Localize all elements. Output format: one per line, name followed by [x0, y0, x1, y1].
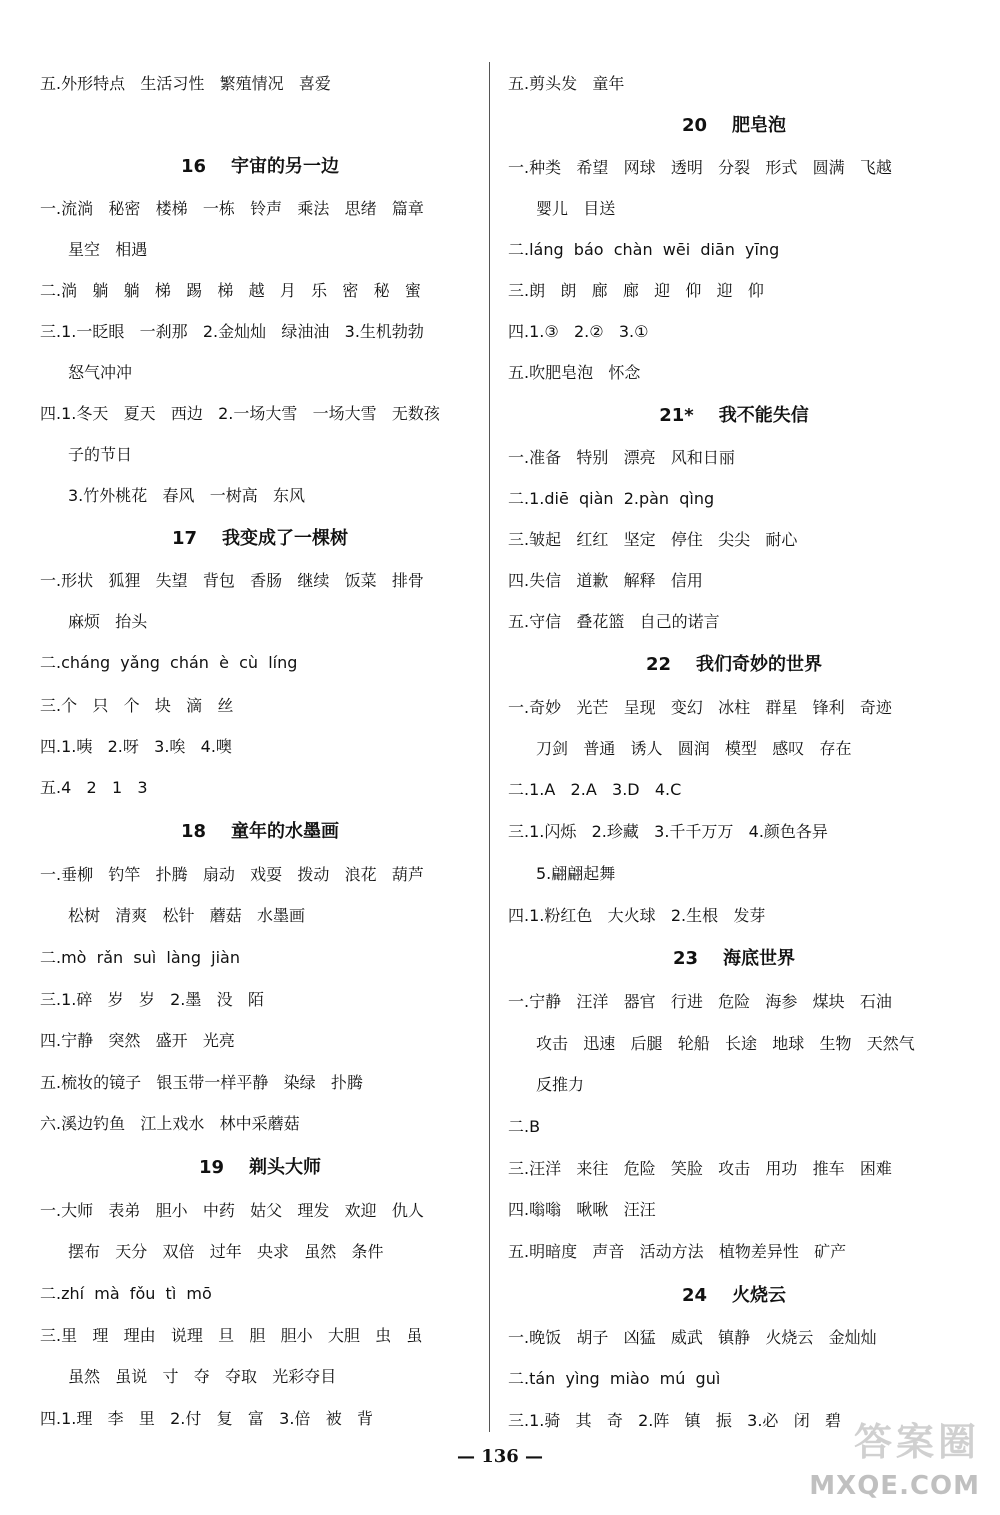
answer-line: 五.吹肥皂泡 怀念 — [508, 363, 641, 382]
answer-line: 一.形状 狐狸 失望 背包 香肠 继续 饭菜 排骨 — [40, 571, 424, 590]
answer-line: 四.宁静 突然 盛开 光亮 — [40, 1031, 235, 1050]
answer-line: 二.1.diē qiàn 2.pàn qìng — [508, 489, 715, 508]
answer-line: 五.4 2 1 3 — [40, 778, 148, 797]
answer-line: 五.剪头发 童年 — [508, 74, 625, 93]
answer-line: 二.1.A 2.A 3.D 4.C — [508, 780, 682, 799]
answer-line: 刀剑 普通 诱人 圆润 模型 感叹 存在 — [536, 739, 852, 758]
answer-line: 星空 相遇 — [68, 240, 148, 259]
answer-line: 摆布 天分 双倍 过年 央求 虽然 条件 — [68, 1242, 384, 1261]
answer-line: 三.里 理 理由 说理 旦 胆 胆小 大胆 虫 虽 — [40, 1326, 423, 1345]
answer-line: 一.种类 希望 网球 透明 分裂 形式 圆满 飞越 — [508, 158, 892, 177]
page-number: — 136 — — [456, 1446, 544, 1467]
lesson-heading-19: 19 剃头大师 — [198, 1157, 322, 1178]
answer-line: 五.外形特点 生活习性 繁殖情况 喜爱 — [40, 74, 331, 93]
answer-line: 三.1.一眨眼 一刹那 2.金灿灿 绿油油 3.生机勃勃 — [40, 322, 424, 341]
answer-line: 三.汪洋 来往 危险 笑脸 攻击 用功 推车 困难 — [508, 1159, 892, 1178]
lesson-heading-21: 21* 我不能失信 — [659, 405, 809, 426]
answer-line: 四.失信 道歉 解释 信用 — [508, 571, 703, 590]
answer-line: 婴儿 目送 — [536, 199, 616, 218]
answer-line: 四.1.咦 2.呀 3.唉 4.噢 — [40, 737, 232, 756]
lesson-heading-22: 22 我们奇妙的世界 — [645, 654, 823, 675]
answer-line: 二.cháng yǎng chán è cù líng — [40, 653, 298, 672]
answer-line: 二.zhí mà fǒu tì mō — [40, 1284, 212, 1303]
answer-line: 三.皱起 红红 坚定 停住 尖尖 耐心 — [508, 530, 798, 549]
watermark-url: MXQE.COM — [809, 1471, 980, 1501]
answer-line: 二.B — [508, 1117, 541, 1136]
answer-line: 五.梳妆的镜子 银玉带一样平静 染绿 扑腾 — [40, 1073, 363, 1092]
lesson-heading-16: 16 宇宙的另一边 — [180, 156, 340, 177]
answer-line: 三.1.闪烁 2.珍藏 3.千千万万 4.颜色各异 — [508, 822, 828, 841]
lesson-heading-23: 23 海底世界 — [672, 948, 796, 969]
answer-line: 虽然 虽说 寸 夺 夺取 光彩夺目 — [68, 1367, 337, 1386]
lesson-heading-24: 24 火烧云 — [681, 1285, 787, 1306]
answer-line: 攻击 迅速 后腿 轮船 长途 地球 生物 天然气 — [536, 1034, 915, 1053]
answer-line: 六.溪边钓鱼 江上戏水 林中采蘑菇 — [40, 1114, 300, 1133]
answer-line: 四.1.冬天 夏天 西边 2.一场大雪 一场大雪 无数孩 — [40, 404, 440, 423]
answer-line: 5.翩翩起舞 — [536, 864, 616, 883]
answer-line: 三.个 只 个 块 滴 丝 — [40, 696, 234, 715]
answer-line: 三.1.骑 其 奇 2.阵 镇 振 3.必 闭 碧 — [508, 1411, 841, 1430]
answer-line: 四.1.理 李 里 2.付 复 富 3.倍 被 背 — [40, 1409, 373, 1428]
answer-line: 一.奇妙 光芒 呈现 变幻 冰柱 群星 锋利 奇迹 — [508, 698, 892, 717]
column-divider — [489, 62, 490, 1432]
lesson-heading-17: 17 我变成了一棵树 — [171, 528, 349, 549]
lesson-heading-18: 18 童年的水墨画 — [180, 821, 340, 842]
answer-line: 一.大师 表弟 胆小 中药 姑父 理发 欢迎 仇人 — [40, 1201, 424, 1220]
answer-line: 子的节日 — [68, 445, 133, 464]
answer-line: 3.竹外桃花 春风 一树高 东风 — [68, 486, 306, 505]
answer-line: 怒气冲冲 — [68, 363, 133, 382]
answer-line: 二.láng báo chàn wēi diān yīng — [508, 240, 780, 259]
answer-line: 一.宁静 汪洋 器官 行进 危险 海参 煤块 石油 — [508, 992, 892, 1011]
answer-line: 三.1.碎 岁 岁 2.墨 没 陌 — [40, 990, 264, 1009]
answer-line: 五.守信 叠花篮 自己的诺言 — [508, 612, 720, 631]
answer-line: 一.准备 特别 漂亮 风和日丽 — [508, 448, 735, 467]
answer-line: 一.垂柳 钓竿 扑腾 扇动 戏耍 拨动 浪花 葫芦 — [40, 865, 424, 884]
answer-line: 四.1.③ 2.② 3.① — [508, 322, 649, 341]
lesson-heading-20: 20 肥皂泡 — [681, 115, 787, 136]
answer-line: 二.tán yìng miào mú guì — [508, 1369, 721, 1388]
answer-line: 三.朗 朗 廊 廊 迎 仰 迎 仰 — [508, 281, 764, 300]
site-watermark — [770, 1411, 980, 1501]
answer-line: 松树 清爽 松针 蘑菇 水墨画 — [68, 906, 306, 925]
answer-line: 一.晚饭 胡子 凶猛 威武 镇静 火烧云 金灿灿 — [508, 1328, 877, 1347]
answer-line: 四.1.粉红色 大火球 2.生根 发芽 — [508, 906, 766, 925]
answer-line: 四.嗡嗡 啾啾 汪汪 — [508, 1200, 656, 1219]
watermark-logo-text: 答案圈 — [853, 1420, 980, 1464]
answer-line: 二.淌 躺 躺 梯 踢 梯 越 月 乐 密 秘 蜜 — [40, 281, 421, 300]
answer-line: 一.流淌 秘密 楼梯 一栋 铃声 乘法 思绪 篇章 — [40, 199, 424, 218]
answer-line: 麻烦 抬头 — [68, 612, 148, 631]
answer-line: 二.mò rǎn suì làng jiàn — [40, 948, 240, 967]
answer-line: 五.明暗度 声音 活动方法 植物差异性 矿产 — [508, 1242, 847, 1261]
answer-line: 反推力 — [536, 1075, 585, 1094]
